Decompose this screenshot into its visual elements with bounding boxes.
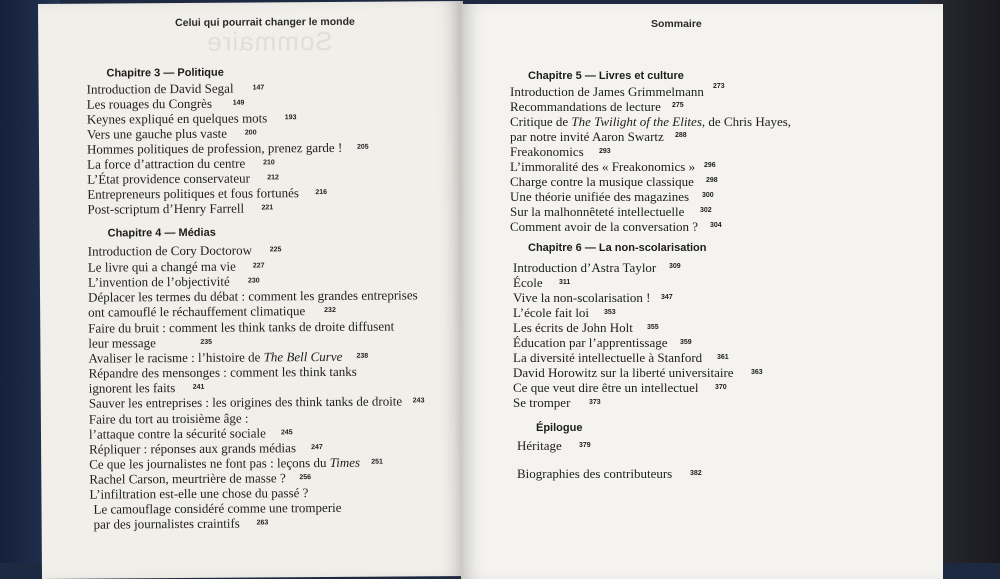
epilogue-title: Épilogue [536,422,583,434]
right-running-head: Sommaire [651,18,702,30]
toc-entry: L’État providence conservateur [87,170,250,187]
toc-entry: La diversité intellectuelle à Stanford [513,350,703,365]
page-number: 353 [604,309,616,316]
page-number: 273 [713,83,725,90]
page-number: 193 [284,114,297,122]
page-number: 245 [280,429,293,437]
page-number: 288 [675,132,687,139]
page-number: 241 [192,383,205,391]
page-number: 256 [299,474,312,482]
toc-entry: Les écrits de John Holt [513,320,633,335]
chapter-5-title: Chapitre 5 — Livres et culture [528,70,684,82]
page-number: 205 [356,143,369,151]
toc-entry: L’infiltration est-elle une chose du passé ? [89,485,309,502]
page-number: 200 [244,129,257,137]
toc-entry: Hommes politiques de profession, prenez garde ! [86,139,343,157]
toc-entry: Déplacer les termes du débat : comment les grandes entreprises [87,287,418,305]
page-number: 302 [700,207,712,214]
page-number: 238 [356,352,369,360]
page-number: 361 [717,354,729,361]
toc-entry: Une théorie unifiée des magazines [510,189,690,204]
toc-entry: École [513,275,543,290]
page-number: 232 [324,306,336,315]
toc-entry: David Horowitz sur la liberté universitaire [513,365,734,380]
toc-entry: Rachel Carson, meurtrière de masse ? [89,470,286,487]
toc-entry: ont camouflé le réchauffement climatique [88,303,306,320]
toc-entry: Freakonomics [510,144,584,159]
page-number: 275 [672,102,684,109]
toc-entry: Entrepreneurs politiques et fous fortunés [87,185,299,202]
toc-entry: Sur la malhonnêteté intellectuelle [510,204,685,219]
page-number: 210 [263,159,275,167]
page-number: 149 [232,99,245,107]
toc-entry: par notre invité Aaron Swartz [510,129,664,144]
page-number: 243 [412,397,425,405]
toc-entry: L’invention de l’objectivité [87,273,230,290]
page-number: 309 [669,263,681,270]
toc-entry: Introduction d’Astra Taylor [513,260,657,275]
toc-entry: Éducation par l’apprentissage [513,335,668,350]
toc-entry: Ce que veut dire être un intellectuel [513,380,699,395]
toc-entry: Comment avoir de la conversation ? [510,219,699,234]
left-page [38,1,467,579]
toc-entry: Faire du tort au troisième âge : [88,410,249,427]
page-number: 363 [751,369,763,376]
page-number: 355 [647,324,659,331]
toc-entry: Le camouflage considéré comme une tromperie [93,499,342,517]
chapter-3-title: Chapitre 3 — Politique [106,66,224,80]
page-number: 373 [589,399,601,406]
page-number: 147 [252,84,265,92]
page-number: 247 [311,444,323,452]
toc-entry: Sauver les entreprises : les origines des think tanks de droite [88,393,403,411]
toc-entry: Recommandations de lecture [510,99,661,114]
page-number: 298 [706,177,718,184]
toc-entry: Vive la non-scolarisation ! [513,290,651,305]
toc-entry: Ce que les journalistes ne font pas : leçons du Times [89,454,361,472]
page-number: 225 [269,246,282,254]
chapter-4-title: Chapitre 4 — Médias [107,226,216,240]
page-number: 221 [261,204,274,212]
page-number: 347 [661,294,673,301]
page-number: 227 [252,262,265,270]
toc-entry: Avaliser le racisme : l’histoire de The Bell Curve [88,348,343,366]
page-number: 379 [579,442,591,449]
toc-entry: Répliquer : réponses aux grands médias [89,440,297,457]
toc-entry: Introduction de James Grimmelmann [510,84,704,99]
page-number: 304 [710,222,722,229]
toc-entry: Charge contre la musique classique [510,174,694,189]
page-number: 230 [247,277,260,285]
toc-entry: Introduction de David Segal [86,80,234,97]
toc-entry: L’école fait loi [513,305,590,320]
page-number: 216 [315,188,328,197]
page-number: 251 [371,458,383,466]
toc-entry: par des journalistes craintifs [93,515,240,532]
page-number: 212 [267,174,279,182]
show-through-title: Sommaire [206,25,333,57]
toc-entry: Vers une gauche plus vaste [86,125,228,142]
page-number: 311 [559,279,571,286]
page-number: 263 [256,519,269,527]
toc-entry: leur message [88,335,156,351]
page-number: 382 [690,470,702,477]
toc-entry: ignorent les faits [88,380,176,396]
left-running-head: Celui qui pourrait changer le monde [175,15,355,30]
toc-entry: Les rouages du Congrès [86,95,213,112]
toc-entry: l’attaque contre la sécurité sociale [88,425,266,442]
toc-entry: Critique de The Twilight of the Elites, de Chris Hayes, [510,114,792,129]
toc-entry: Biographies des contributeurs [517,466,673,481]
page-number: 370 [715,384,727,391]
right-page [461,4,943,579]
page-number: 359 [680,339,692,346]
page-number: 235 [200,338,213,346]
toc-entry: Post-scriptum d’Henry Farrell [87,200,245,217]
toc-entry: Se tromper [513,395,571,410]
toc-entry: L’immoralité des « Freakonomics » [510,159,696,174]
page-number: 300 [702,192,714,199]
toc-entry: Keynes expliqué en quelques mots [86,110,268,127]
page-number: 296 [704,162,716,169]
toc-entry: La force d’attraction du centre [87,155,246,172]
chapter-6-title: Chapitre 6 — La non-scolarisation [528,242,707,254]
page-number: 293 [599,148,611,155]
toc-entry: Faire du bruit : comment les think tanks de droite diffusent [88,318,395,336]
toc-entry: Héritage [517,438,562,453]
toc-entry: Introduction de Cory Doctorow [87,242,253,259]
toc-entry: Le livre qui a changé ma vie [87,258,236,275]
toc-entry: Répandre des mensonges : comment les think tanks [88,363,357,381]
